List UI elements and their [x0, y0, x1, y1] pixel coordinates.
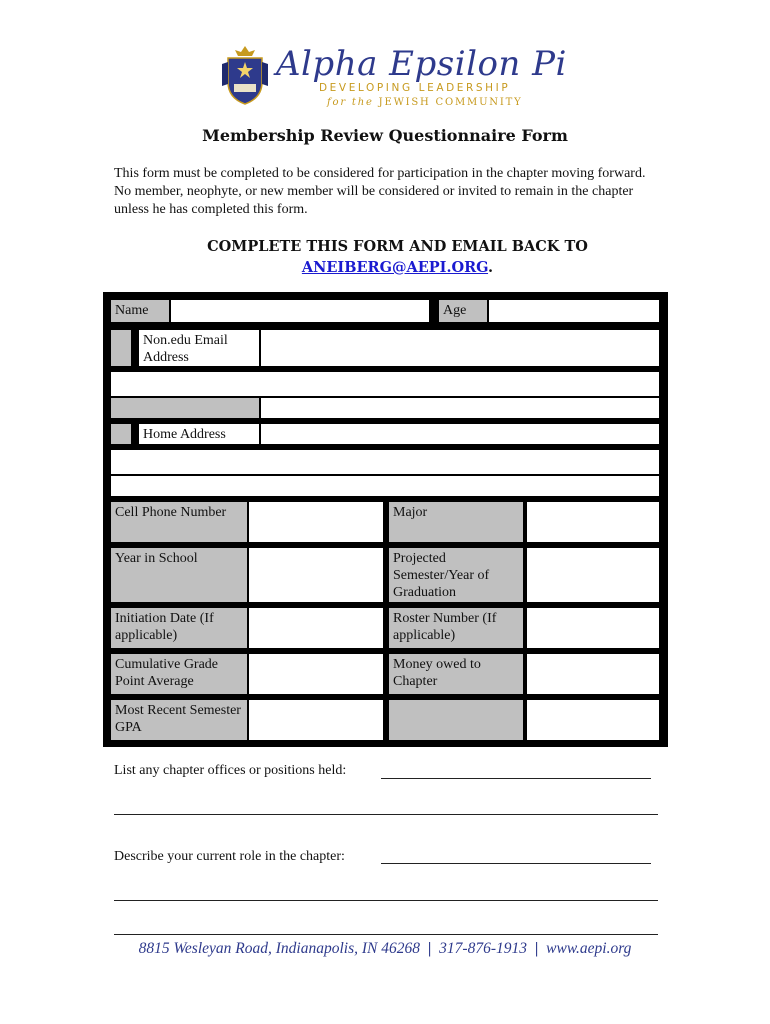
blank-field[interactable]: [261, 398, 659, 418]
cta-period: .: [488, 259, 494, 276]
logo-tagline: DEVELOPING LEADERSHIP: [319, 82, 511, 94]
cell-phone-field[interactable]: [249, 502, 383, 542]
name-label: Name: [111, 300, 169, 322]
initiation-date-label: Initiation Date (If applicable): [111, 608, 247, 648]
logo-tagline-2: [327, 97, 522, 108]
email-field[interactable]: [261, 330, 659, 366]
year-in-school-field[interactable]: [249, 548, 383, 602]
cumulative-gpa-field[interactable]: [249, 654, 383, 694]
cell-phone-label: Cell Phone Number: [111, 502, 247, 542]
logo-tagline-prefix: for the: [327, 97, 374, 108]
year-in-school-label: Year in School: [111, 548, 247, 602]
cta-email-line: [0, 257, 770, 278]
footer-separator: |: [427, 940, 432, 957]
footer-address: 8815 Wesleyan Road, Indianapolis, IN 46268: [138, 940, 420, 957]
money-owed-label: Money owed to Chapter: [389, 654, 523, 694]
age-field[interactable]: [489, 300, 659, 322]
email-link[interactable]: ANEIBERG@AEPI.ORG: [301, 259, 489, 276]
projected-graduation-field[interactable]: [527, 548, 659, 602]
blank-gray-cell: [111, 398, 259, 418]
organization-name: Alpha Epsilon Pi: [276, 44, 567, 84]
offices-answer-line-2[interactable]: [114, 814, 658, 815]
recent-gpa-field[interactable]: [249, 700, 383, 740]
home-address-field[interactable]: [261, 424, 659, 444]
blank-row[interactable]: [111, 372, 659, 396]
blank-gray-cell: [389, 700, 523, 740]
footer: [0, 940, 770, 958]
logo-tagline-main: JEWISH COMMUNITY: [378, 97, 523, 108]
form-title: Membership Review Questionnaire Form: [202, 126, 568, 145]
name-field[interactable]: [171, 300, 429, 322]
recent-gpa-label: Most Recent Semester GPA: [111, 700, 247, 740]
role-question: Describe your current role in the chapter:: [114, 849, 345, 864]
roster-number-label: Roster Number (If applicable): [389, 608, 523, 648]
aepi-crest-logo: [222, 44, 268, 106]
footer-website[interactable]: www.aepi.org: [546, 940, 632, 957]
call-to-action: [0, 236, 770, 278]
blank-field[interactable]: [527, 700, 659, 740]
cta-line: COMPLETE THIS FORM AND EMAIL BACK TO: [207, 238, 588, 255]
membership-form-table: [103, 292, 668, 747]
initiation-date-field[interactable]: [249, 608, 383, 648]
offices-question: List any chapter offices or positions held:: [114, 763, 347, 778]
cumulative-gpa-label: Cumulative Grade Point Average: [111, 654, 247, 694]
footer-phone: 317-876-1913: [439, 940, 527, 957]
role-answer-line-2[interactable]: [114, 900, 658, 901]
row-marker: [111, 330, 131, 366]
row-marker: [111, 424, 131, 444]
address-line-3-field[interactable]: [111, 476, 659, 496]
major-field[interactable]: [527, 502, 659, 542]
role-answer-line-3[interactable]: [114, 934, 658, 935]
intro-paragraph: This form must be completed to be considered for participation in the chapter moving forward. No member, neophyte, or new member will be considered or invited to remain in the chapter unless he has completed this form.: [114, 166, 646, 217]
money-owed-field[interactable]: [527, 654, 659, 694]
offices-answer-line[interactable]: [381, 778, 651, 779]
roster-number-field[interactable]: [527, 608, 659, 648]
role-answer-line[interactable]: [381, 863, 651, 864]
major-label: Major: [389, 502, 523, 542]
home-address-label: Home Address: [139, 424, 259, 444]
address-line-2-field[interactable]: [111, 450, 659, 474]
footer-separator: |: [534, 940, 539, 957]
projected-graduation-label: Projected Semester/Year of Graduation: [389, 548, 523, 602]
age-label: Age: [439, 300, 487, 322]
email-label: Non.edu Email Address: [139, 330, 259, 366]
